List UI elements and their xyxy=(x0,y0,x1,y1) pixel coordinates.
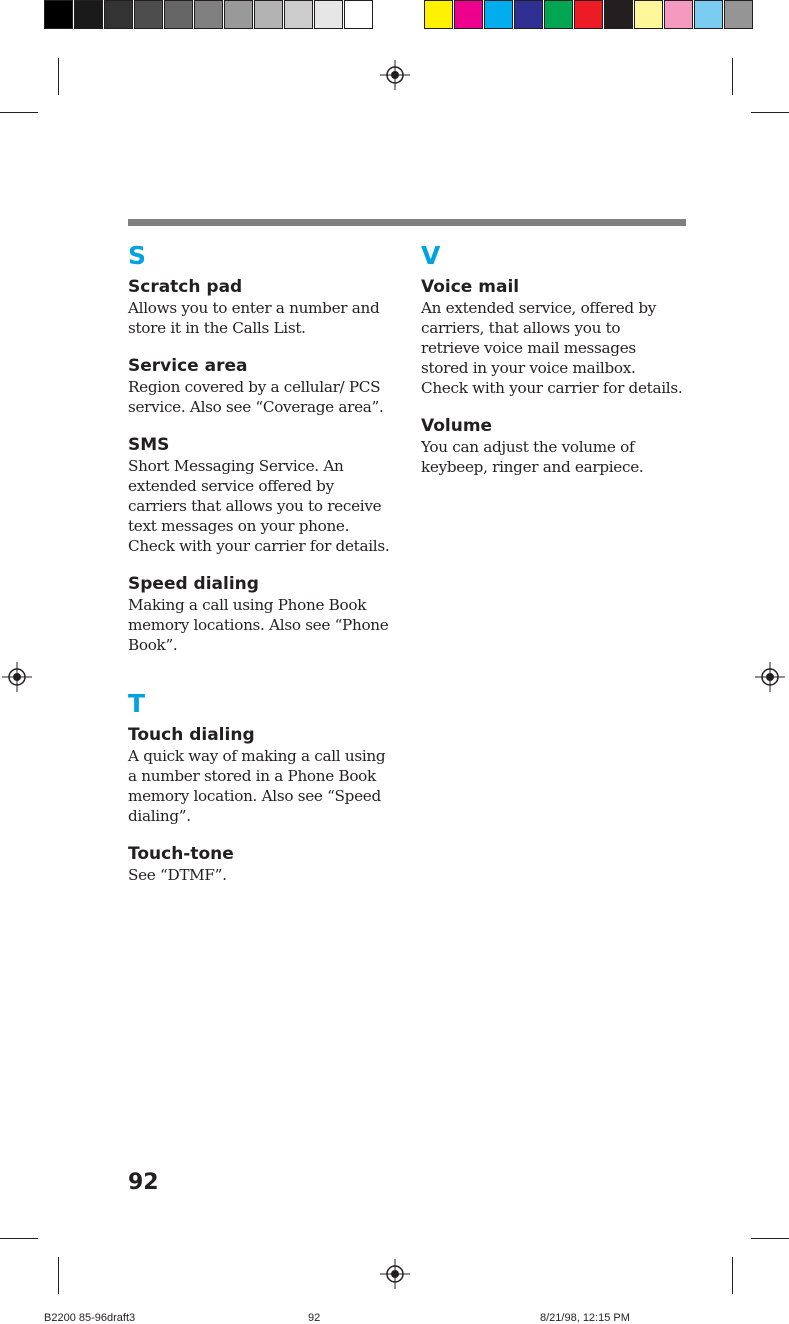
color-swatch xyxy=(514,0,543,29)
term-volume: Volume xyxy=(421,416,493,436)
definition-sms: Short Messaging Service. An extended service offered by carriers that allows you to receive text messages on your phone. Check with your carrier for details. xyxy=(128,457,390,555)
registration-mark-icon xyxy=(380,1259,410,1289)
section-letter-s: S xyxy=(128,241,147,270)
crop-mark xyxy=(58,1257,59,1294)
gray-swatch xyxy=(134,0,163,29)
registration-mark-icon xyxy=(755,662,785,692)
crop-mark xyxy=(751,1238,789,1239)
definition-speed-dialing: Making a call using Phone Book memory locations. Also see “Phone Book”. xyxy=(128,596,389,654)
color-swatch xyxy=(604,0,633,29)
crop-mark xyxy=(732,1257,733,1294)
term-touch-tone: Touch-tone xyxy=(128,844,234,864)
term-touch-dialing: Touch dialing xyxy=(128,725,255,745)
color-swatch xyxy=(724,0,753,29)
gray-swatch xyxy=(314,0,343,29)
footer-file-name: B2200 85-96draft3 xyxy=(44,1312,136,1324)
definition-touch-dialing: A quick way of making a call using a number stored in a Phone Book memory location. Also see “Speed dialing”. xyxy=(128,747,386,825)
footer-date: 8/21/98, 12:15 PM xyxy=(540,1312,630,1324)
gray-swatch xyxy=(254,0,283,29)
term-voice-mail: Voice mail xyxy=(421,277,520,297)
color-swatch xyxy=(544,0,573,29)
gray-swatch xyxy=(224,0,253,29)
crop-mark xyxy=(0,1238,38,1239)
crop-mark xyxy=(0,112,38,113)
page-number: 92 xyxy=(128,1170,159,1195)
definition-scratch-pad: Allows you to enter a number and store it in the Calls List. xyxy=(128,299,380,337)
definition-volume: You can adjust the volume of keybeep, ringer and earpiece. xyxy=(421,438,644,476)
gray-swatch xyxy=(344,0,373,29)
term-sms: SMS xyxy=(128,435,170,455)
gray-swatch xyxy=(164,0,193,29)
gray-swatch xyxy=(284,0,313,29)
crop-mark xyxy=(732,58,733,95)
process-color-bar xyxy=(424,0,754,29)
glossary-column-left xyxy=(128,238,390,902)
section-letter-t: T xyxy=(128,689,146,718)
crop-mark xyxy=(58,58,59,95)
color-swatch xyxy=(634,0,663,29)
color-swatch xyxy=(664,0,693,29)
grayscale-color-bar xyxy=(44,0,374,29)
definition-service-area: Region covered by a cellular/ PCS service. Also see “Coverage area”. xyxy=(128,378,384,416)
definition-touch-tone: See “DTMF”. xyxy=(128,866,227,884)
color-swatch xyxy=(454,0,483,29)
gray-swatch xyxy=(44,0,73,29)
term-speed-dialing: Speed dialing xyxy=(128,574,259,594)
gray-swatch xyxy=(194,0,223,29)
footer-page: 92 xyxy=(308,1312,321,1324)
gray-swatch xyxy=(74,0,103,29)
definition-voice-mail: An extended service, offered by carriers, that allows you to retrieve voice mail messages stored in your voice mailbox. Check with your carrier for details. xyxy=(421,299,683,397)
registration-mark-icon xyxy=(380,60,410,90)
color-swatch xyxy=(424,0,453,29)
glossary-column-right xyxy=(421,238,683,494)
section-letter-v: V xyxy=(421,241,441,270)
gray-swatch xyxy=(104,0,133,29)
color-swatch xyxy=(574,0,603,29)
crop-mark xyxy=(751,112,789,113)
color-swatch xyxy=(694,0,723,29)
color-swatch xyxy=(484,0,513,29)
term-scratch-pad: Scratch pad xyxy=(128,277,243,297)
registration-mark-icon xyxy=(2,662,32,692)
header-rule xyxy=(128,219,686,226)
term-service-area: Service area xyxy=(128,356,248,376)
